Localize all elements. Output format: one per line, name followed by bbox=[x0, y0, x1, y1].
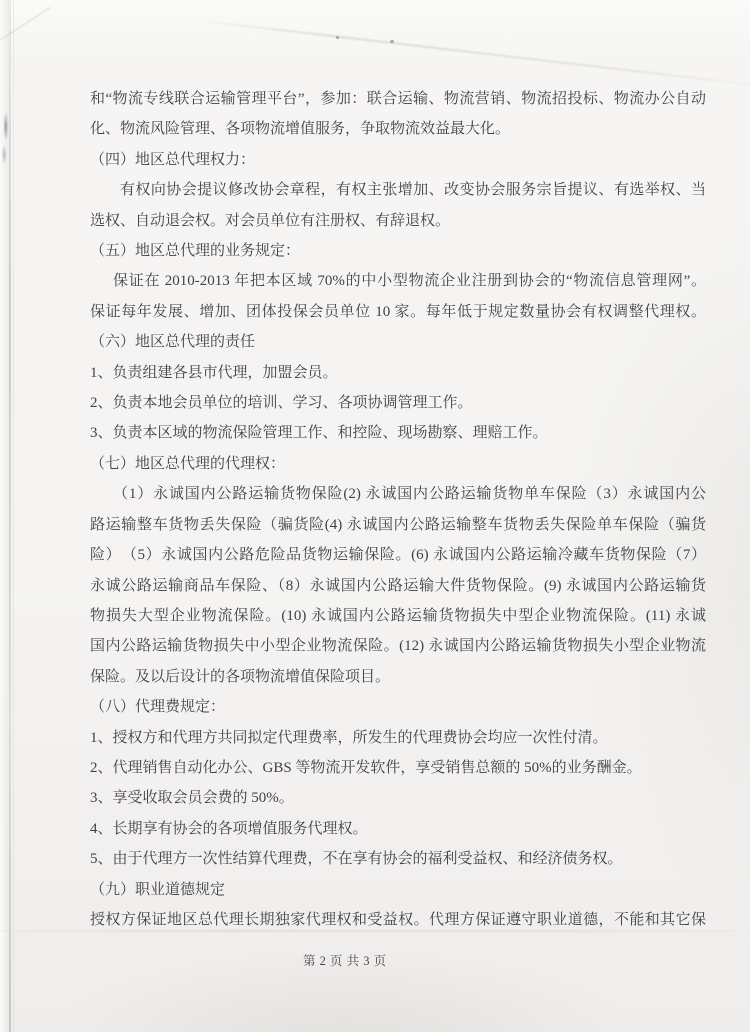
document-line: 化、物流风险管理、各项物流增值服务，争取物流效益最大化。 bbox=[90, 121, 511, 138]
document-line: 保险。及以后设计的各项物流增值保险项目。 bbox=[90, 668, 391, 685]
document-line: 2、代理销售自动化办公、GBS 等物流开发软件，享受销售总额的 50%的业务酬金。 bbox=[90, 759, 642, 776]
document-line: 5、由于代理方一次性结算代理费，不在享有协会的福利受益权、和经济债务权。 bbox=[90, 851, 623, 868]
document-line: 有权向协会提议修改协会章程，有权主张增加、改变协会服务宗旨提议、有选举权、当 bbox=[120, 182, 706, 199]
document-line: （八）代理费规定： bbox=[90, 699, 226, 716]
document-line: 和“物流专线联合运输管理平台”，参加：联合运输、物流营销、物流招投标、物流办公自动 bbox=[90, 91, 706, 107]
scan-speck bbox=[390, 40, 394, 43]
document-line: 1、负责组建各县市代理，加盟会员。 bbox=[90, 364, 338, 381]
document-line: （四）地区总代理权力： bbox=[90, 151, 256, 168]
document-line: 物损失大型企业物流保险。(10) 永诚国内公路运输货物损失中型企业物流保险。(11) 永诚 bbox=[90, 607, 706, 624]
document-line: （1）永诚国内公路运输货物保险(2) 永诚国内公路运输货物单车保险（3）永诚国内公 bbox=[113, 486, 706, 503]
document-line: （七）地区总代理的代理权： bbox=[90, 455, 286, 472]
document-line: 3、享受收取会员会费的 50%。 bbox=[90, 790, 294, 807]
document-line: 保证在 2010-2013 年把本区域 70%的中小型物流企业注册到协会的“物流信息管理网”。 bbox=[113, 273, 706, 290]
scan-crease-top bbox=[185, 18, 750, 89]
document-line: （九）职业道德规定 bbox=[90, 881, 226, 898]
document-line: 4、长期享有协会的各项增值服务代理权。 bbox=[90, 820, 368, 837]
document-body bbox=[90, 84, 706, 935]
document-line: 2、负责本地会员单位的培训、学习、各项协调管理工作。 bbox=[90, 395, 473, 412]
document-line: （六）地区总代理的责任 bbox=[90, 334, 256, 351]
document-line: 1、授权方和代理方共同拟定代理费率，所发生的代理费协会均应一次性付清。 bbox=[90, 729, 608, 746]
document-line: 保证每年发展、增加、团体投保会员单位 10 家。每年低于规定数量协会有权调整代理权。 bbox=[90, 303, 706, 320]
scan-left-edge-line bbox=[9, 0, 11, 1032]
document-line: 3、负责本区域的物流保险管理工作、和控险、现场勘察、理赔工作。 bbox=[90, 425, 548, 442]
document-line: 路运输整车货物丢失保险（骗货险(4) 永诚国内公路运输整车货物丢失保险单车保险（骗货 bbox=[90, 516, 706, 533]
document-line: 选权、自动退会权。对会员单位有注册权、有辞退权。 bbox=[90, 212, 451, 229]
scan-left-edge-line-faint bbox=[13, 0, 14, 1032]
page-footer: 第 2 页 共 3 页 bbox=[303, 954, 387, 968]
document-line: 永诚公路运输商品车保险、（8）永诚国内公路运输大件货物保险。(9) 永诚国内公路运输货 bbox=[90, 577, 706, 594]
scan-ink-smudge bbox=[1, 108, 9, 170]
document-line: 险） （5）永诚国内公路危险品货物运输保险。(6) 永诚国内公路运输冷藏车货物保险（7） bbox=[90, 547, 706, 564]
scan-speck bbox=[336, 36, 339, 39]
document-line: 授权方保证地区总代理长期独家代理权和受益权。代理方保证遵守职业道德，不能和其它保 bbox=[90, 911, 706, 928]
document-line: （五）地区总代理的业务规定： bbox=[90, 243, 301, 260]
document-line: 国内公路运输货物损失中小型企业物流保险。(12) 永诚国内公路运输货物损失小型企业物流 bbox=[90, 638, 706, 655]
